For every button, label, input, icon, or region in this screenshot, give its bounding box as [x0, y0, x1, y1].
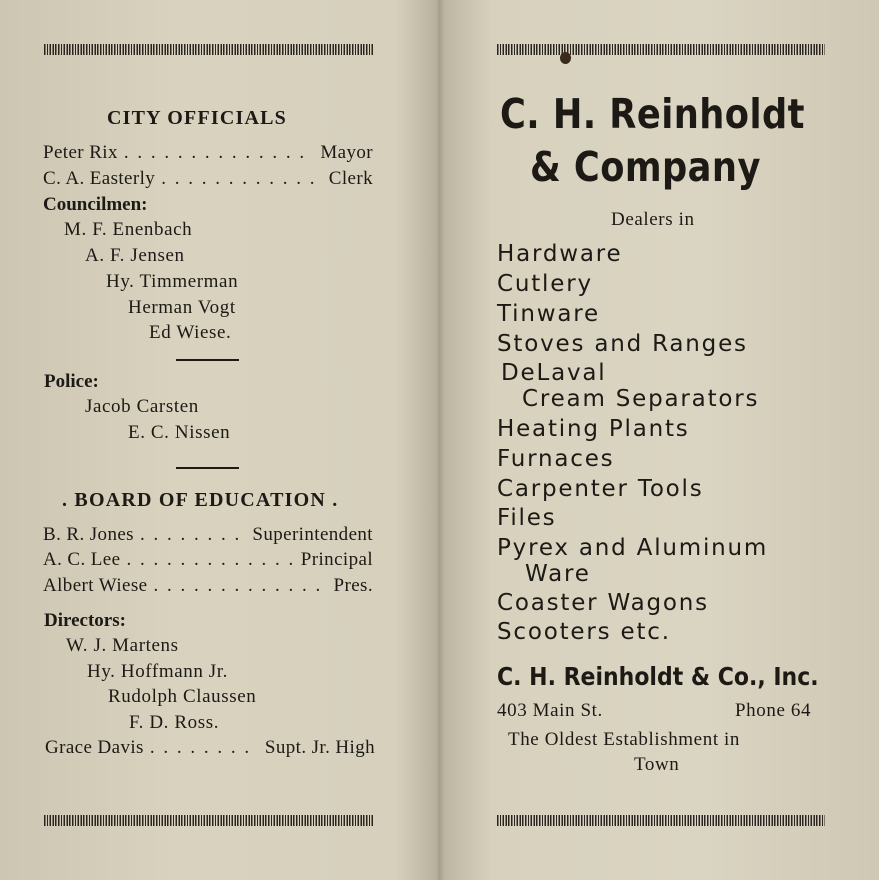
product-item: Cutlery — [497, 271, 593, 297]
product-item: Carpenter Tools — [497, 476, 704, 502]
board-name: B. R. Jones — [43, 524, 134, 545]
board-of-education-heading: . BOARD OF EDUCATION . — [62, 489, 339, 511]
director-name: F. D. Ross. — [129, 712, 220, 733]
brand-name-line2: & Company — [530, 143, 761, 191]
councilman-name: A. F. Jensen — [85, 245, 185, 266]
product-item: Cream Separators — [522, 386, 760, 412]
product-item: Files — [497, 505, 557, 531]
section-divider — [176, 467, 239, 469]
official-title: Mayor — [320, 142, 373, 163]
police-name: Jacob Carsten — [85, 396, 199, 417]
police-name: E. C. Nissen — [128, 422, 231, 443]
leader-dots — [161, 168, 323, 190]
official-row-mayor — [43, 142, 373, 164]
right-panel — [441, 0, 879, 880]
board-title: Pres. — [333, 575, 373, 596]
product-item: Heating Plants — [497, 416, 690, 442]
bottom-rule-right — [497, 815, 825, 826]
tagline-line1: The Oldest Establishment in — [508, 729, 741, 750]
official-row-clerk — [43, 168, 373, 190]
board-row-principal — [43, 549, 373, 571]
board-name: A. C. Lee — [43, 549, 121, 570]
tagline-line2: Town — [634, 754, 680, 775]
leader-dots — [140, 524, 246, 546]
leader-dots — [150, 737, 259, 759]
councilman-name: Herman Vogt — [128, 297, 236, 318]
police-label: Police: — [44, 371, 99, 392]
top-rule-right — [497, 44, 825, 55]
product-item: Stoves and Ranges — [497, 331, 748, 357]
dealers-in-label: Dealers in — [611, 209, 695, 230]
board-row-president — [43, 575, 373, 597]
leader-dots — [126, 549, 294, 571]
director-name: Rudolph Claussen — [108, 686, 257, 707]
board-title: Superintendent — [252, 524, 373, 545]
board-name: Grace Davis — [45, 737, 144, 758]
board-row-supt-jr-high — [45, 737, 375, 759]
city-officials-heading: CITY OFFICIALS — [107, 107, 287, 129]
brand-name-line1: C. H. Reinholdt — [500, 90, 805, 138]
official-title: Clerk — [328, 168, 373, 189]
left-panel — [0, 0, 438, 880]
product-item: Pyrex and Aluminum — [497, 535, 769, 561]
leader-dots — [124, 142, 315, 164]
leader-dots — [153, 575, 327, 597]
product-item: Scooters etc. — [497, 619, 671, 645]
stain-mark — [560, 52, 571, 64]
board-title: Supt. Jr. High — [264, 737, 375, 758]
councilman-name: Hy. Timmerman — [106, 271, 239, 292]
official-name: Peter Rix — [43, 142, 118, 163]
directors-label: Directors: — [44, 610, 126, 631]
address: 403 Main St. — [497, 700, 603, 721]
councilman-name: M. F. Enenbach — [64, 219, 193, 240]
section-divider — [176, 359, 239, 361]
bottom-rule-left — [44, 815, 374, 826]
product-item: DeLaval — [501, 360, 607, 386]
product-item: Coaster Wagons — [497, 590, 709, 616]
product-item: Hardware — [497, 241, 623, 267]
top-rule-left — [44, 44, 374, 55]
footer-brand: C. H. Reinholdt & Co., Inc. — [497, 662, 819, 691]
director-name: W. J. Martens — [66, 635, 179, 656]
director-name: Hy. Hoffmann Jr. — [87, 661, 229, 682]
councilmen-label: Councilmen: — [43, 194, 148, 215]
phone: Phone 64 — [735, 700, 812, 721]
board-name: Albert Wiese — [43, 575, 148, 596]
product-item: Ware — [525, 561, 591, 587]
councilman-name: Ed Wiese. — [149, 322, 232, 343]
official-name: C. A. Easterly — [43, 168, 156, 189]
product-item: Tinware — [497, 301, 600, 327]
product-item: Furnaces — [497, 446, 615, 472]
board-row-superintendent — [43, 524, 373, 546]
board-title: Principal — [300, 549, 373, 570]
